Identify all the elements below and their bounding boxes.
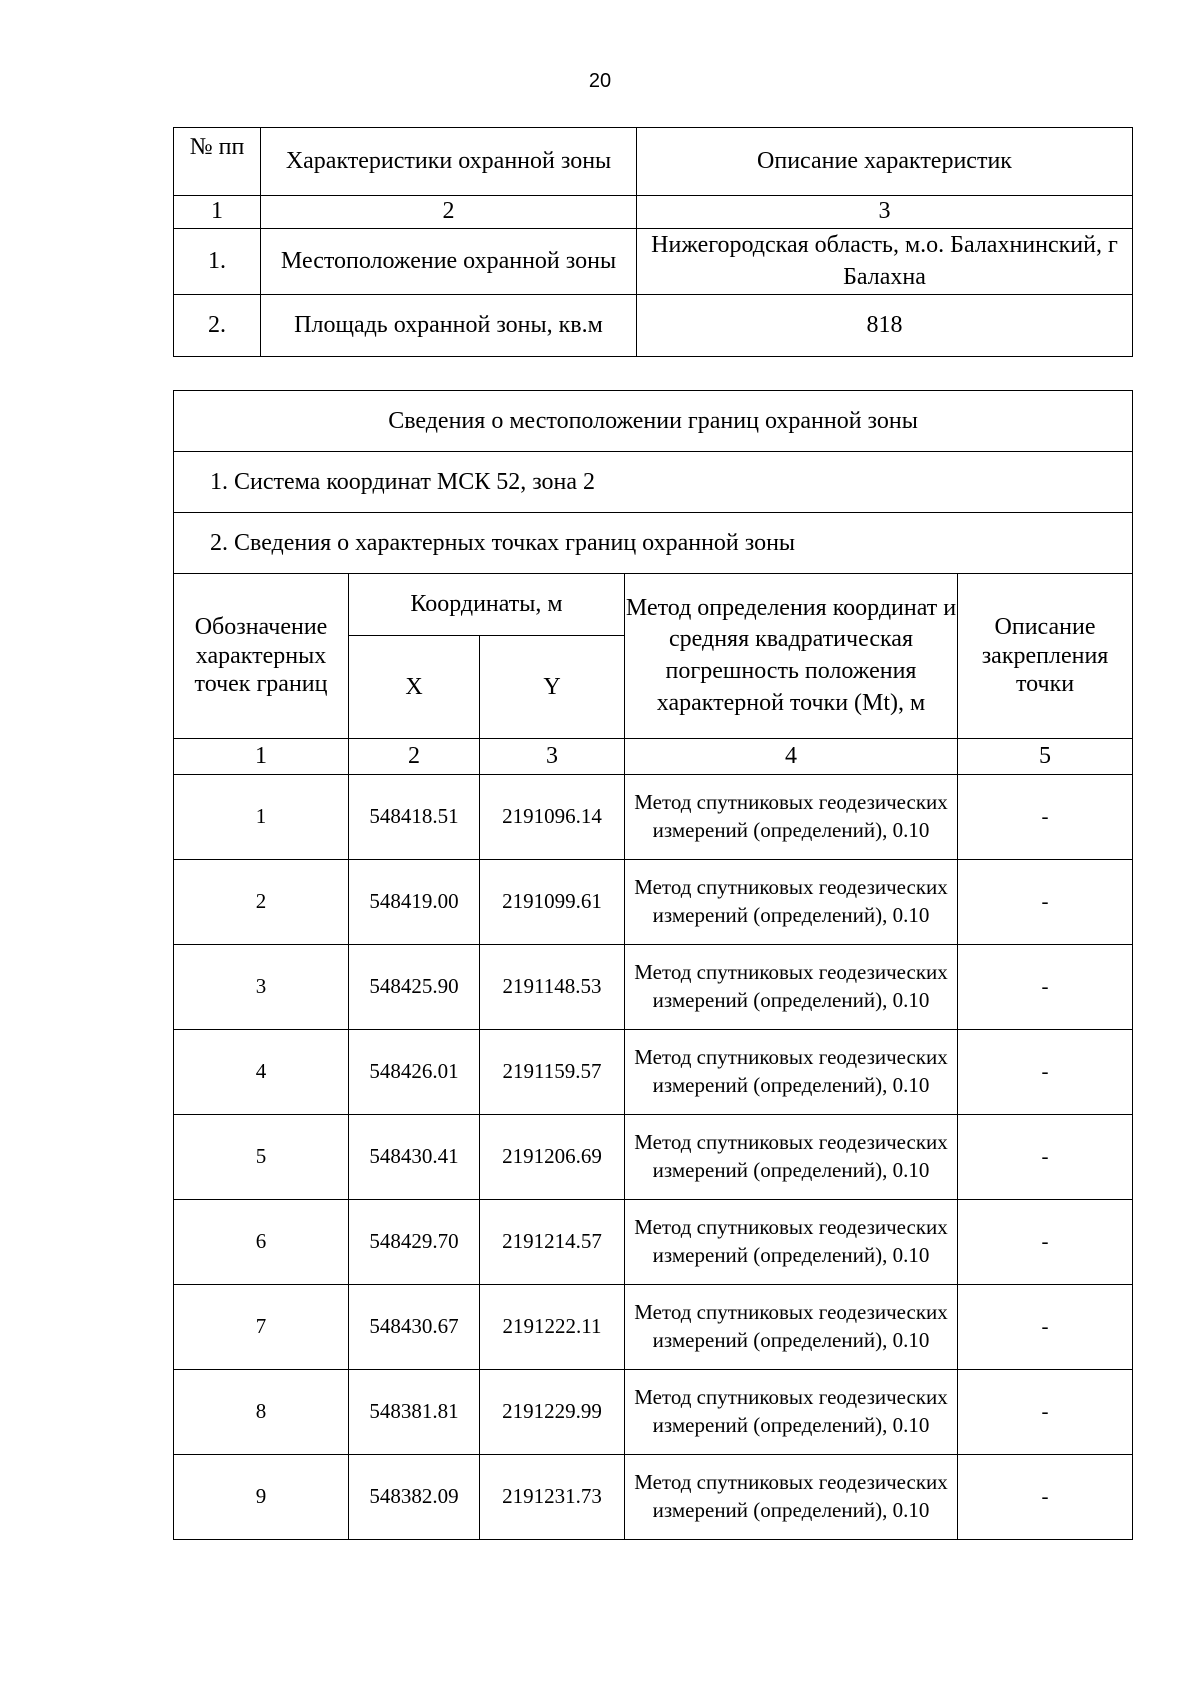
row-number: 1. <box>174 229 261 295</box>
point-id: 6 <box>174 1200 349 1285</box>
point-method: Метод спутниковых геодезических измерений (определений), 0.10 <box>625 860 958 945</box>
point-x: 548382.09 <box>349 1455 480 1540</box>
index-cell: 3 <box>480 739 625 775</box>
table-row <box>174 945 1133 1030</box>
point-method: Метод спутниковых геодезических измерений (определений), 0.10 <box>625 1115 958 1200</box>
point-id: 1 <box>174 775 349 860</box>
point-y: 2191096.14 <box>480 775 625 860</box>
header-cell-description: Описание характеристик <box>637 128 1133 196</box>
point-y: 2191148.53 <box>480 945 625 1030</box>
boundary-points-table <box>173 390 1133 1540</box>
point-x: 548425.90 <box>349 945 480 1030</box>
protection-zone-characteristics-table <box>173 127 1133 357</box>
point-id: 8 <box>174 1370 349 1455</box>
point-y: 2191159.57 <box>480 1030 625 1115</box>
index-cell: 4 <box>625 739 958 775</box>
point-x: 548418.51 <box>349 775 480 860</box>
point-id: 5 <box>174 1115 349 1200</box>
header-coordinates: Координаты, м <box>349 574 625 636</box>
point-method: Метод спутниковых геодезических измерений (определений), 0.10 <box>625 775 958 860</box>
point-id: 9 <box>174 1455 349 1540</box>
point-x: 548430.41 <box>349 1115 480 1200</box>
index-cell: 2 <box>261 196 637 229</box>
point-fixing: - <box>958 945 1133 1030</box>
point-fixing: - <box>958 1370 1133 1455</box>
point-x: 548426.01 <box>349 1030 480 1115</box>
table-row <box>174 1370 1133 1455</box>
point-fixing: - <box>958 775 1133 860</box>
row-characteristic: Площадь охранной зоны, кв.м <box>261 295 637 357</box>
table-header-row <box>174 128 1133 196</box>
coordinate-system-text: 1. Система координат МСК 52, зона 2 <box>174 452 1133 513</box>
table-header-row <box>174 574 1133 636</box>
boundary-table-title: Сведения о местоположении границ охранной зоны <box>174 391 1133 452</box>
row-description: 818 <box>637 295 1133 357</box>
row-characteristic: Местоположение охранной зоны <box>261 229 637 295</box>
coord-system-row <box>174 452 1133 513</box>
point-id: 3 <box>174 945 349 1030</box>
header-fixing: Описание закрепления точки <box>958 574 1133 739</box>
point-y: 2191214.57 <box>480 1200 625 1285</box>
table-index-row <box>174 739 1133 775</box>
point-y: 2191231.73 <box>480 1455 625 1540</box>
row-description: Нижегородская область, м.о. Балахнинский, г Балахна <box>637 229 1133 295</box>
table-row <box>174 295 1133 357</box>
table-title-row <box>174 391 1133 452</box>
point-method: Метод спутниковых геодезических измерений (определений), 0.10 <box>625 1030 958 1115</box>
point-fixing: - <box>958 1115 1133 1200</box>
table-index-row <box>174 196 1133 229</box>
header-method: Метод определения координат и средняя квадратическая погрешность положения характерной точки (Mt), м <box>625 574 958 739</box>
point-x: 548430.67 <box>349 1285 480 1370</box>
index-cell: 5 <box>958 739 1133 775</box>
point-fixing: - <box>958 1030 1133 1115</box>
point-id: 7 <box>174 1285 349 1370</box>
header-cell-characteristic: Характеристики охранной зоны <box>261 128 637 196</box>
table-row <box>174 1285 1133 1370</box>
table-row <box>174 1455 1133 1540</box>
points-body <box>174 775 1133 1540</box>
index-cell: 1 <box>174 196 261 229</box>
point-fixing: - <box>958 1200 1133 1285</box>
table-row <box>174 860 1133 945</box>
point-y: 2191229.99 <box>480 1370 625 1455</box>
table-row <box>174 1200 1133 1285</box>
header-x: X <box>349 636 480 739</box>
points-section-title: 2. Сведения о характерных точках границ охранной зоны <box>174 513 1133 574</box>
point-method: Метод спутниковых геодезических измерений (определений), 0.10 <box>625 945 958 1030</box>
point-y: 2191099.61 <box>480 860 625 945</box>
index-cell: 2 <box>349 739 480 775</box>
header-point-label: Обозначение характерных точек границ <box>174 574 349 739</box>
point-method: Метод спутниковых геодезических измерений (определений), 0.10 <box>625 1455 958 1540</box>
point-method: Метод спутниковых геодезических измерений (определений), 0.10 <box>625 1370 958 1455</box>
table-row <box>174 229 1133 295</box>
point-fixing: - <box>958 1285 1133 1370</box>
point-y: 2191222.11 <box>480 1285 625 1370</box>
point-x: 548381.81 <box>349 1370 480 1455</box>
table-row <box>174 1115 1133 1200</box>
point-fixing: - <box>958 1455 1133 1540</box>
point-method: Метод спутниковых геодезических измерений (определений), 0.10 <box>625 1285 958 1370</box>
point-id: 4 <box>174 1030 349 1115</box>
index-cell: 1 <box>174 739 349 775</box>
row-number: 2. <box>174 295 261 357</box>
table-row <box>174 775 1133 860</box>
header-cell-number: № пп <box>174 128 261 196</box>
point-id: 2 <box>174 860 349 945</box>
header-y: Y <box>480 636 625 739</box>
page-number: 20 <box>588 70 612 92</box>
point-y: 2191206.69 <box>480 1115 625 1200</box>
table-row <box>174 1030 1133 1115</box>
point-method: Метод спутниковых геодезических измерений (определений), 0.10 <box>625 1200 958 1285</box>
point-x: 548419.00 <box>349 860 480 945</box>
point-x: 548429.70 <box>349 1200 480 1285</box>
point-fixing: - <box>958 860 1133 945</box>
points-title-row <box>174 513 1133 574</box>
index-cell: 3 <box>637 196 1133 229</box>
